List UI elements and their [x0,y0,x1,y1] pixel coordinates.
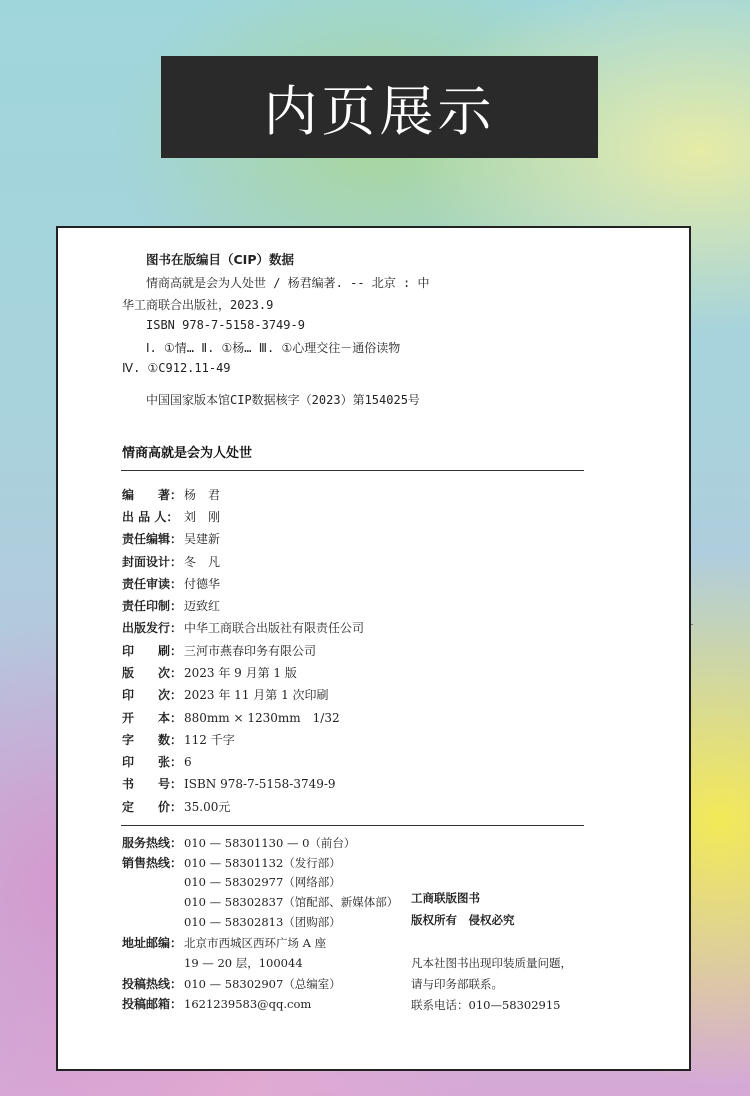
detail-row [122,731,235,749]
detail-value: 880mm × 1230mm 1/32 [184,711,340,725]
copyright-page [56,226,691,1071]
detail-row [122,753,192,771]
quality-notice: 凡本社图书出现印装质量问题， [411,956,572,970]
detail-value: ISBN 978-7-5158-3749-9 [184,777,336,791]
detail-label: 定 价： [122,800,183,814]
contact-value: 19 — 20 层，100044 [184,956,303,970]
submission-hotline [122,975,341,992]
detail-row [122,642,316,660]
contact-value: 010 — 58302977（网络部） [184,875,341,889]
quality-notice: 请与印务部联系。 [411,977,503,991]
detail-row [122,486,220,504]
detail-value: 冬 凡 [184,555,221,569]
detail-label: 出 品 人： [122,510,179,524]
detail-label: 出版发行： [122,621,183,635]
contact-value: 010 — 58302813（团购部） [184,915,341,929]
detail-row [122,775,336,793]
book-title: 情商高就是会为人处世 [122,446,253,461]
detail-value: 迈致红 [184,599,221,613]
contact-value: 010 — 58301130 — 0（前台） [184,836,356,850]
contact-value: 010 — 58301132（发行部） [184,856,341,870]
contact-value: 1621239583@qq.com [184,997,312,1011]
detail-row [122,575,220,593]
contact-phone: 联系电话：010—58302915 [411,998,561,1012]
detail-label: 编 著： [122,488,183,502]
detail-label: 责任印制： [122,599,183,613]
cip-line: Ⅳ. ①C912.11-49 [122,361,231,375]
contact-value: 010 — 58302837（馆配部、新媒体部） [184,895,399,909]
detail-label: 版 次： [122,666,183,680]
detail-value: 吴建新 [184,532,221,546]
detail-label: 封面设计： [122,555,183,569]
rights-note: 版权所有 侵权必究 [411,913,515,927]
page-banner [161,56,598,158]
cip-line: 情商高就是会为人处世 / 杨君编著. -- 北京 : 中 [146,276,430,290]
detail-label: 印 次： [122,688,183,702]
detail-row [122,709,340,727]
detail-label: 书 号： [122,777,183,791]
sales-hotline [122,854,341,871]
contact-label: 地址邮编： [122,936,183,950]
detail-row [122,798,230,816]
detail-row [122,553,220,571]
detail-label: 开 本： [122,711,183,725]
cip-line: 华工商联合出版社，2023.9 [122,298,274,312]
detail-row [122,530,220,548]
cip-line: ISBN 978-7-5158-3749-9 [146,318,305,332]
detail-value: 杨 君 [184,488,221,502]
cip-line: Ⅰ. ①情… Ⅱ. ①杨… Ⅲ. ①心理交往－通俗读物 [146,341,401,355]
contact-value: 010 — 58302907（总编室） [184,977,341,991]
detail-row [122,664,297,682]
contact-label: 投稿邮箱： [122,997,183,1011]
detail-label: 字 数： [122,733,183,747]
contact-label: 投稿热线： [122,977,183,991]
contact-label: 服务热线： [122,836,183,850]
detail-value: 112 千字 [184,733,235,747]
detail-row [122,597,220,615]
divider [121,470,584,471]
detail-label: 印 张： [122,755,183,769]
detail-value: 刘 刚 [184,510,221,524]
contact-label: 销售热线： [122,856,183,870]
submission-email [122,995,311,1012]
contact-value: 北京市西城区西环广场 A 座 [184,936,327,950]
cip-heading: 图书在版编目（CIP）数据 [146,252,294,267]
detail-row [122,686,329,704]
detail-value: 三河市燕春印务有限公司 [184,644,317,658]
detail-value: 2023 年 11 月第 1 次印刷 [184,688,329,702]
detail-value: 2023 年 9 月第 1 版 [184,666,297,680]
detail-row [122,619,364,637]
cip-number: 中国国家版本馆CIP数据核字（2023）第154025号 [146,393,420,407]
detail-value: 付德华 [184,577,221,591]
detail-value: 35.00元 [184,800,231,814]
service-hotline [122,834,355,851]
detail-value: 6 [184,755,192,769]
divider [121,825,584,826]
detail-label: 责任审读： [122,577,183,591]
detail-value: 中华工商联合出版社有限责任公司 [184,621,365,635]
publisher-note: 工商联版图书 [411,891,480,905]
detail-label: 印 刷： [122,644,183,658]
banner-title: 内页展示 [263,79,496,143]
detail-label: 责任编辑： [122,532,183,546]
detail-row [122,508,220,526]
address-postcode [122,934,326,951]
